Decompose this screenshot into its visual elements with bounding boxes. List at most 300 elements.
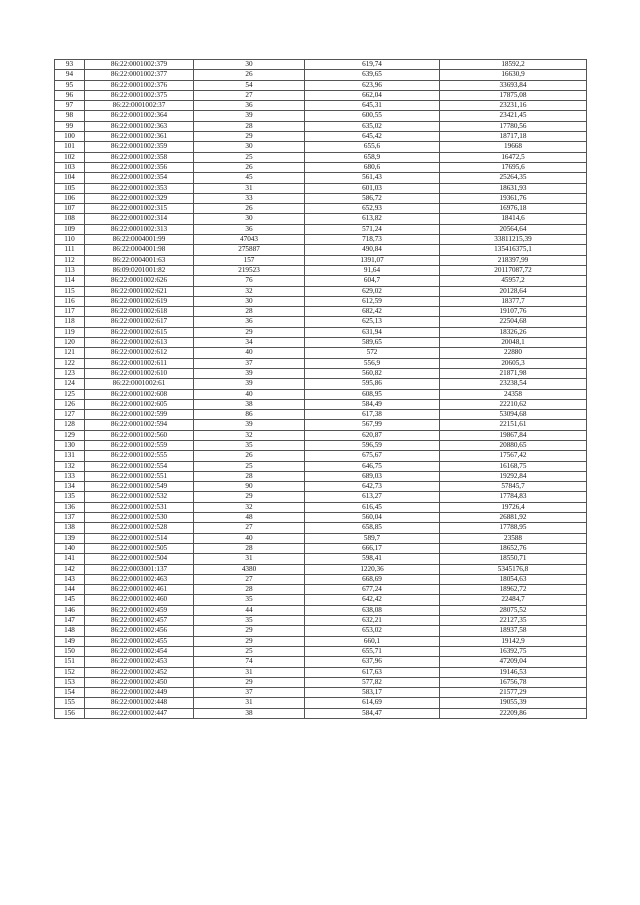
cadastral-value-cell: 23588 [440, 533, 587, 543]
cadastral-value-cell: 53094,68 [440, 410, 587, 420]
cadastral-number-cell: 86:22:0001002:560 [85, 430, 194, 440]
row-number-cell: 153 [55, 677, 85, 687]
table-row [55, 338, 587, 348]
area-cell: 30 [194, 142, 305, 152]
row-number-cell: 113 [55, 265, 85, 275]
cadastral-number-cell: 86:22:0004001:99 [85, 235, 194, 245]
cadastral-value-table [54, 59, 587, 719]
specific-value-cell: 625,13 [305, 317, 440, 327]
cadastral-number-cell: 86:22:0001002:379 [85, 60, 194, 70]
area-cell: 26 [194, 204, 305, 214]
specific-value-cell: 645,31 [305, 101, 440, 111]
specific-value-cell: 632,21 [305, 616, 440, 626]
area-cell: 28 [194, 471, 305, 481]
cadastral-number-cell: 86:22:0001002:613 [85, 338, 194, 348]
specific-value-cell: 1220,36 [305, 564, 440, 574]
area-cell: 26 [194, 451, 305, 461]
cadastral-number-cell: 86:22:0001002:528 [85, 523, 194, 533]
specific-value-cell: 596,59 [305, 440, 440, 450]
area-cell: 4380 [194, 564, 305, 574]
specific-value-cell: 689,03 [305, 471, 440, 481]
area-cell: 28 [194, 307, 305, 317]
row-number-cell: 105 [55, 183, 85, 193]
specific-value-cell: 668,69 [305, 574, 440, 584]
area-cell: 26 [194, 162, 305, 172]
row-number-cell: 115 [55, 286, 85, 296]
specific-value-cell: 560,04 [305, 513, 440, 523]
cadastral-value-cell: 18717,18 [440, 132, 587, 142]
specific-value-cell: 589,7 [305, 533, 440, 543]
row-number-cell: 114 [55, 276, 85, 286]
cadastral-number-cell: 86:22:0001002:549 [85, 482, 194, 492]
table-row [55, 224, 587, 234]
table-body [55, 60, 587, 719]
area-cell: 31 [194, 698, 305, 708]
table-row [55, 492, 587, 502]
cadastral-number-cell: 86:22:0001002:364 [85, 111, 194, 121]
cadastral-value-cell: 18377,7 [440, 296, 587, 306]
specific-value-cell: 680,6 [305, 162, 440, 172]
table-row [55, 214, 587, 224]
area-cell: 40 [194, 533, 305, 543]
specific-value-cell: 613,82 [305, 214, 440, 224]
row-number-cell: 130 [55, 440, 85, 450]
cadastral-value-cell: 47209,04 [440, 657, 587, 667]
table-row [55, 101, 587, 111]
cadastral-value-cell: 18326,26 [440, 327, 587, 337]
row-number-cell: 102 [55, 152, 85, 162]
specific-value-cell: 653,02 [305, 626, 440, 636]
table-row [55, 698, 587, 708]
cadastral-number-cell: 86:22:0001002:313 [85, 224, 194, 234]
cadastral-value-cell: 18962,72 [440, 585, 587, 595]
cadastral-number-cell: 86:22:0001002:449 [85, 688, 194, 698]
row-number-cell: 121 [55, 348, 85, 358]
row-number-cell: 131 [55, 451, 85, 461]
table-row [55, 368, 587, 378]
specific-value-cell: 583,17 [305, 688, 440, 698]
row-number-cell: 147 [55, 616, 85, 626]
cadastral-value-cell: 20128,64 [440, 286, 587, 296]
area-cell: 31 [194, 183, 305, 193]
specific-value-cell: 601,03 [305, 183, 440, 193]
area-cell: 30 [194, 60, 305, 70]
table-row [55, 502, 587, 512]
cadastral-number-cell: 86:22:0001002:615 [85, 327, 194, 337]
table-row [55, 358, 587, 368]
area-cell: 28 [194, 121, 305, 131]
cadastral-value-cell: 19107,76 [440, 307, 587, 317]
row-number-cell: 109 [55, 224, 85, 234]
cadastral-number-cell: 86:22:0001002:314 [85, 214, 194, 224]
table-row [55, 564, 587, 574]
area-cell: 36 [194, 224, 305, 234]
table-row [55, 265, 587, 275]
specific-value-cell: 658,85 [305, 523, 440, 533]
table-row [55, 677, 587, 687]
area-cell: 47043 [194, 235, 305, 245]
area-cell: 48 [194, 513, 305, 523]
cadastral-value-cell: 17788,95 [440, 523, 587, 533]
cadastral-number-cell: 86:22:0001002:457 [85, 616, 194, 626]
cadastral-value-cell: 20117087,72 [440, 265, 587, 275]
cadastral-value-cell: 20605,3 [440, 358, 587, 368]
specific-value-cell: 584,49 [305, 399, 440, 409]
table-row [55, 574, 587, 584]
cadastral-value-cell: 21871,98 [440, 368, 587, 378]
specific-value-cell: 623,96 [305, 80, 440, 90]
row-number-cell: 127 [55, 410, 85, 420]
table-row [55, 317, 587, 327]
row-number-cell: 129 [55, 430, 85, 440]
specific-value-cell: 91,64 [305, 265, 440, 275]
cadastral-value-cell: 17875,08 [440, 90, 587, 100]
table-row [55, 80, 587, 90]
cadastral-value-cell: 18652,76 [440, 543, 587, 553]
cadastral-value-cell: 17567,42 [440, 451, 587, 461]
row-number-cell: 126 [55, 399, 85, 409]
table-row [55, 595, 587, 605]
area-cell: 28 [194, 585, 305, 595]
specific-value-cell: 572 [305, 348, 440, 358]
table-row [55, 657, 587, 667]
specific-value-cell: 655,6 [305, 142, 440, 152]
cadastral-value-cell: 16168,75 [440, 461, 587, 471]
area-cell: 29 [194, 677, 305, 687]
cadastral-value-cell: 22484,7 [440, 595, 587, 605]
cadastral-value-cell: 18550,71 [440, 554, 587, 564]
area-cell: 25 [194, 646, 305, 656]
table-row [55, 482, 587, 492]
table-row [55, 152, 587, 162]
specific-value-cell: 619,74 [305, 60, 440, 70]
cadastral-number-cell: 86:22:0001002:353 [85, 183, 194, 193]
row-number-cell: 111 [55, 245, 85, 255]
table-row [55, 255, 587, 265]
cadastral-number-cell: 86:22:0001002:447 [85, 708, 194, 718]
table-row [55, 636, 587, 646]
cadastral-value-cell: 22210,62 [440, 399, 587, 409]
table-row [55, 142, 587, 152]
cadastral-number-cell: 86:22:0001002:504 [85, 554, 194, 564]
table-row [55, 307, 587, 317]
cadastral-number-cell: 86:22:0001002:363 [85, 121, 194, 131]
specific-value-cell: 639,65 [305, 70, 440, 80]
cadastral-value-cell: 24358 [440, 389, 587, 399]
area-cell: 35 [194, 616, 305, 626]
specific-value-cell: 1391,07 [305, 255, 440, 265]
area-cell: 25 [194, 461, 305, 471]
table-row [55, 513, 587, 523]
area-cell: 25 [194, 152, 305, 162]
specific-value-cell: 584,47 [305, 708, 440, 718]
specific-value-cell: 645,42 [305, 132, 440, 142]
table-row [55, 451, 587, 461]
cadastral-value-cell: 20048,1 [440, 338, 587, 348]
cadastral-number-cell: 86:22:0001002:453 [85, 657, 194, 667]
cadastral-value-cell: 22880 [440, 348, 587, 358]
table-row [55, 585, 587, 595]
cadastral-value-cell: 16392,75 [440, 646, 587, 656]
specific-value-cell: 616,45 [305, 502, 440, 512]
row-number-cell: 144 [55, 585, 85, 595]
cadastral-value-cell: 16756,78 [440, 677, 587, 687]
row-number-cell: 95 [55, 80, 85, 90]
row-number-cell: 107 [55, 204, 85, 214]
cadastral-number-cell: 86:22:0001002:359 [85, 142, 194, 152]
row-number-cell: 112 [55, 255, 85, 265]
specific-value-cell: 658,9 [305, 152, 440, 162]
specific-value-cell: 662,04 [305, 90, 440, 100]
row-number-cell: 108 [55, 214, 85, 224]
cadastral-number-cell: 86:22:0001002:514 [85, 533, 194, 543]
cadastral-value-cell: 22209,86 [440, 708, 587, 718]
area-cell: 29 [194, 626, 305, 636]
area-cell: 44 [194, 605, 305, 615]
cadastral-number-cell: 86:22:0001002:608 [85, 389, 194, 399]
table-row [55, 70, 587, 80]
specific-value-cell: 637,96 [305, 657, 440, 667]
cadastral-value-cell: 17784,83 [440, 492, 587, 502]
table-row [55, 667, 587, 677]
cadastral-number-cell: 86:22:0001002:551 [85, 471, 194, 481]
cadastral-value-cell: 18592,2 [440, 60, 587, 70]
row-number-cell: 98 [55, 111, 85, 121]
row-number-cell: 103 [55, 162, 85, 172]
table-row [55, 327, 587, 337]
row-number-cell: 150 [55, 646, 85, 656]
area-cell: 33 [194, 193, 305, 203]
row-number-cell: 117 [55, 307, 85, 317]
row-number-cell: 136 [55, 502, 85, 512]
cadastral-value-cell: 26881,92 [440, 513, 587, 523]
cadastral-number-cell: 86:22:0001002:611 [85, 358, 194, 368]
table-row [55, 162, 587, 172]
cadastral-number-cell: 86:22:0001002:459 [85, 605, 194, 615]
row-number-cell: 128 [55, 420, 85, 430]
row-number-cell: 125 [55, 389, 85, 399]
row-number-cell: 120 [55, 338, 85, 348]
cadastral-number-cell: 86:22:0001002:554 [85, 461, 194, 471]
table-row [55, 173, 587, 183]
table-row [55, 554, 587, 564]
area-cell: 32 [194, 430, 305, 440]
cadastral-number-cell: 86:22:0001002:599 [85, 410, 194, 420]
cadastral-value-cell: 16976,18 [440, 204, 587, 214]
specific-value-cell: 666,17 [305, 543, 440, 553]
cadastral-value-cell: 45957,2 [440, 276, 587, 286]
cadastral-number-cell: 86:22:0001002:618 [85, 307, 194, 317]
cadastral-number-cell: 86:22:0001002:454 [85, 646, 194, 656]
specific-value-cell: 652,93 [305, 204, 440, 214]
cadastral-number-cell: 86:09:0201001:82 [85, 265, 194, 275]
area-cell: 86 [194, 410, 305, 420]
area-cell: 35 [194, 440, 305, 450]
cadastral-value-cell: 5345176,8 [440, 564, 587, 574]
cadastral-value-cell: 18054,63 [440, 574, 587, 584]
cadastral-value-cell: 25264,35 [440, 173, 587, 183]
specific-value-cell: 635,02 [305, 121, 440, 131]
row-number-cell: 123 [55, 368, 85, 378]
specific-value-cell: 608,95 [305, 389, 440, 399]
area-cell: 76 [194, 276, 305, 286]
specific-value-cell: 629,02 [305, 286, 440, 296]
cadastral-number-cell: 86:22:0001002:448 [85, 698, 194, 708]
table-row [55, 276, 587, 286]
area-cell: 219523 [194, 265, 305, 275]
table-row [55, 183, 587, 193]
cadastral-number-cell: 86:22:0004001:63 [85, 255, 194, 265]
specific-value-cell: 577,82 [305, 677, 440, 687]
row-number-cell: 148 [55, 626, 85, 636]
table-row [55, 471, 587, 481]
table-row [55, 379, 587, 389]
area-cell: 36 [194, 101, 305, 111]
row-number-cell: 156 [55, 708, 85, 718]
row-number-cell: 99 [55, 121, 85, 131]
cadastral-value-cell: 22151,61 [440, 420, 587, 430]
table-row [55, 60, 587, 70]
cadastral-number-cell: 86:22:0001002:37 [85, 101, 194, 111]
specific-value-cell: 638,08 [305, 605, 440, 615]
row-number-cell: 146 [55, 605, 85, 615]
cadastral-number-cell: 86:22:0001002:605 [85, 399, 194, 409]
cadastral-value-cell: 22504,68 [440, 317, 587, 327]
area-cell: 40 [194, 389, 305, 399]
table-row [55, 688, 587, 698]
area-cell: 38 [194, 399, 305, 409]
cadastral-number-cell: 86:22:0001002:376 [85, 80, 194, 90]
cadastral-value-cell: 19361,76 [440, 193, 587, 203]
table-row [55, 533, 587, 543]
area-cell: 37 [194, 688, 305, 698]
cadastral-number-cell: 86:22:0001002:530 [85, 513, 194, 523]
area-cell: 39 [194, 111, 305, 121]
row-number-cell: 118 [55, 317, 85, 327]
table-row [55, 235, 587, 245]
cadastral-number-cell: 86:22:0001002:61 [85, 379, 194, 389]
cadastral-number-cell: 86:22:0001002:377 [85, 70, 194, 80]
row-number-cell: 124 [55, 379, 85, 389]
cadastral-value-cell: 20880,65 [440, 440, 587, 450]
cadastral-value-cell: 19055,39 [440, 698, 587, 708]
row-number-cell: 133 [55, 471, 85, 481]
cadastral-number-cell: 86:22:0001002:375 [85, 90, 194, 100]
cadastral-number-cell: 86:22:0001002:626 [85, 276, 194, 286]
row-number-cell: 155 [55, 698, 85, 708]
area-cell: 27 [194, 574, 305, 584]
table-row [55, 410, 587, 420]
cadastral-value-cell: 33811215,39 [440, 235, 587, 245]
cadastral-number-cell: 86:22:0001002:452 [85, 667, 194, 677]
specific-value-cell: 642,73 [305, 482, 440, 492]
area-cell: 37 [194, 358, 305, 368]
row-number-cell: 116 [55, 296, 85, 306]
cadastral-number-cell: 86:22:0001002:621 [85, 286, 194, 296]
area-cell: 45 [194, 173, 305, 183]
cadastral-value-cell: 18631,93 [440, 183, 587, 193]
cadastral-value-cell: 28075,52 [440, 605, 587, 615]
table-row [55, 245, 587, 255]
specific-value-cell: 642,42 [305, 595, 440, 605]
cadastral-number-cell: 86:22:0001002:594 [85, 420, 194, 430]
cadastral-value-cell: 17780,56 [440, 121, 587, 131]
specific-value-cell: 595,86 [305, 379, 440, 389]
specific-value-cell: 617,63 [305, 667, 440, 677]
row-number-cell: 134 [55, 482, 85, 492]
specific-value-cell: 612,59 [305, 296, 440, 306]
area-cell: 39 [194, 379, 305, 389]
specific-value-cell: 567,99 [305, 420, 440, 430]
cadastral-value-cell: 19726,4 [440, 502, 587, 512]
table-row [55, 420, 587, 430]
cadastral-value-cell: 16472,5 [440, 152, 587, 162]
row-number-cell: 152 [55, 667, 85, 677]
cadastral-value-cell: 23421,45 [440, 111, 587, 121]
specific-value-cell: 646,75 [305, 461, 440, 471]
cadastral-value-cell: 218397,99 [440, 255, 587, 265]
cadastral-value-cell: 19146,53 [440, 667, 587, 677]
cadastral-value-cell: 135416375,1 [440, 245, 587, 255]
cadastral-number-cell: 86:22:0001002:356 [85, 162, 194, 172]
cadastral-value-cell: 18937,58 [440, 626, 587, 636]
table-row [55, 90, 587, 100]
cadastral-value-cell: 33693,84 [440, 80, 587, 90]
specific-value-cell: 556,9 [305, 358, 440, 368]
area-cell: 30 [194, 296, 305, 306]
cadastral-number-cell: 86:22:0001002:358 [85, 152, 194, 162]
row-number-cell: 154 [55, 688, 85, 698]
area-cell: 39 [194, 420, 305, 430]
area-cell: 30 [194, 214, 305, 224]
cadastral-number-cell: 86:22:0001002:361 [85, 132, 194, 142]
specific-value-cell: 614,69 [305, 698, 440, 708]
specific-value-cell: 586,72 [305, 193, 440, 203]
row-number-cell: 132 [55, 461, 85, 471]
cadastral-number-cell: 86:22:0001002:505 [85, 543, 194, 553]
table-row [55, 286, 587, 296]
row-number-cell: 96 [55, 90, 85, 100]
cadastral-number-cell: 86:22:0001002:460 [85, 595, 194, 605]
area-cell: 27 [194, 90, 305, 100]
area-cell: 39 [194, 368, 305, 378]
table-row [55, 204, 587, 214]
row-number-cell: 94 [55, 70, 85, 80]
cadastral-number-cell: 86:22:0001002:315 [85, 204, 194, 214]
area-cell: 157 [194, 255, 305, 265]
row-number-cell: 110 [55, 235, 85, 245]
cadastral-number-cell: 86:22:0001002:555 [85, 451, 194, 461]
cadastral-number-cell: 86:22:0001002:559 [85, 440, 194, 450]
table-row [55, 111, 587, 121]
cadastral-number-cell: 86:22:0001002:612 [85, 348, 194, 358]
area-cell: 54 [194, 80, 305, 90]
cadastral-value-cell: 57845,7 [440, 482, 587, 492]
row-number-cell: 106 [55, 193, 85, 203]
specific-value-cell: 617,38 [305, 410, 440, 420]
cadastral-value-cell: 16630,9 [440, 70, 587, 80]
specific-value-cell: 571,24 [305, 224, 440, 234]
cadastral-value-cell: 22127,35 [440, 616, 587, 626]
table-row [55, 626, 587, 636]
area-cell: 36 [194, 317, 305, 327]
cadastral-value-cell: 19292,84 [440, 471, 587, 481]
row-number-cell: 135 [55, 492, 85, 502]
area-cell: 31 [194, 667, 305, 677]
specific-value-cell: 600,55 [305, 111, 440, 121]
cadastral-value-cell: 19142,9 [440, 636, 587, 646]
cadastral-number-cell: 86:22:0001002:463 [85, 574, 194, 584]
